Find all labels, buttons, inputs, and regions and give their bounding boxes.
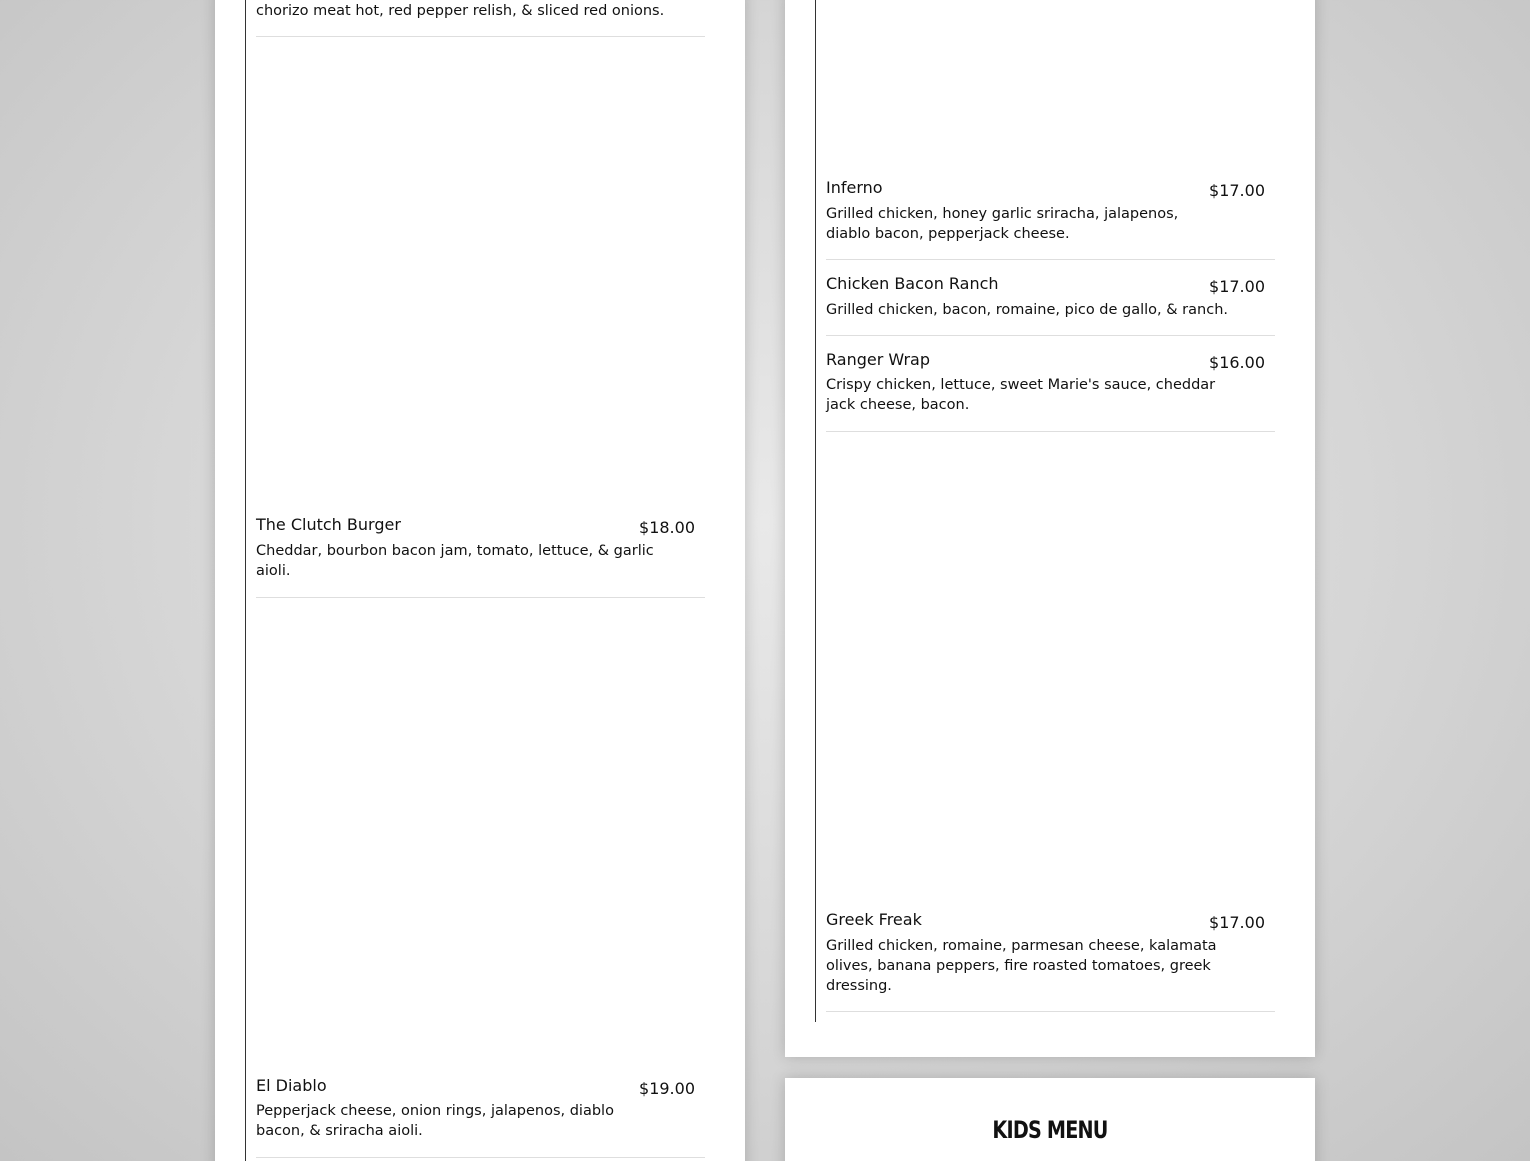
menu-item-price: $16.00 (1209, 353, 1265, 372)
menu-item-name: The Clutch Burger (256, 515, 401, 534)
menu-item-price: $17.00 (1209, 277, 1265, 296)
item-separator (826, 431, 1275, 432)
kids-menu-title: KIDS MENU (992, 1116, 1108, 1144)
menu-item-description: Grilled chicken, bacon, romaine, pico de gallo, & ranch. (826, 302, 1228, 318)
menu-item-name: Chicken Bacon Ranch (826, 274, 999, 293)
item-separator (256, 1157, 705, 1158)
right-menu-panel (785, 0, 1315, 1057)
menu-item-description: Grilled chicken, honey garlic sriracha, jalapenos, diablo bacon, pepperjack cheese. (826, 206, 1179, 242)
menu-item-description: Crispy chicken, lettuce, sweet Marie's sauce, cheddar jack cheese, bacon. (826, 377, 1216, 413)
menu-item-name: Greek Freak (826, 910, 922, 929)
menu-item-price: $19.00 (639, 1079, 695, 1098)
right-column-divider (815, 0, 816, 1022)
item-separator (826, 335, 1275, 336)
menu-item-price: $17.00 (1209, 913, 1265, 932)
menu-item-price: $18.00 (639, 518, 695, 537)
menu-item-description: Grilled chicken, romaine, parmesan cheese, kalamata olives, banana peppers, fire roasted tomatoes, greek dressing. (826, 938, 1217, 994)
menu-item-description: Pepperjack cheese, onion rings, jalapenos, diablo bacon, & sriracha aioli. (256, 1103, 614, 1139)
item-separator (826, 1011, 1275, 1012)
menu-item-name: Inferno (826, 178, 883, 197)
item-separator (256, 597, 705, 598)
menu-item-description: chorizo meat hot, red pepper relish, & sliced red onions. (256, 3, 665, 19)
menu-item-price: $17.00 (1209, 181, 1265, 200)
menu-item-name: El Diablo (256, 1076, 327, 1095)
left-column-divider (245, 0, 246, 1161)
item-separator (826, 259, 1275, 260)
item-separator (256, 36, 705, 37)
menu-item-name: Ranger Wrap (826, 350, 931, 369)
menu-item-description: Cheddar, bourbon bacon jam, tomato, lettuce, & garlic aioli. (256, 543, 654, 579)
